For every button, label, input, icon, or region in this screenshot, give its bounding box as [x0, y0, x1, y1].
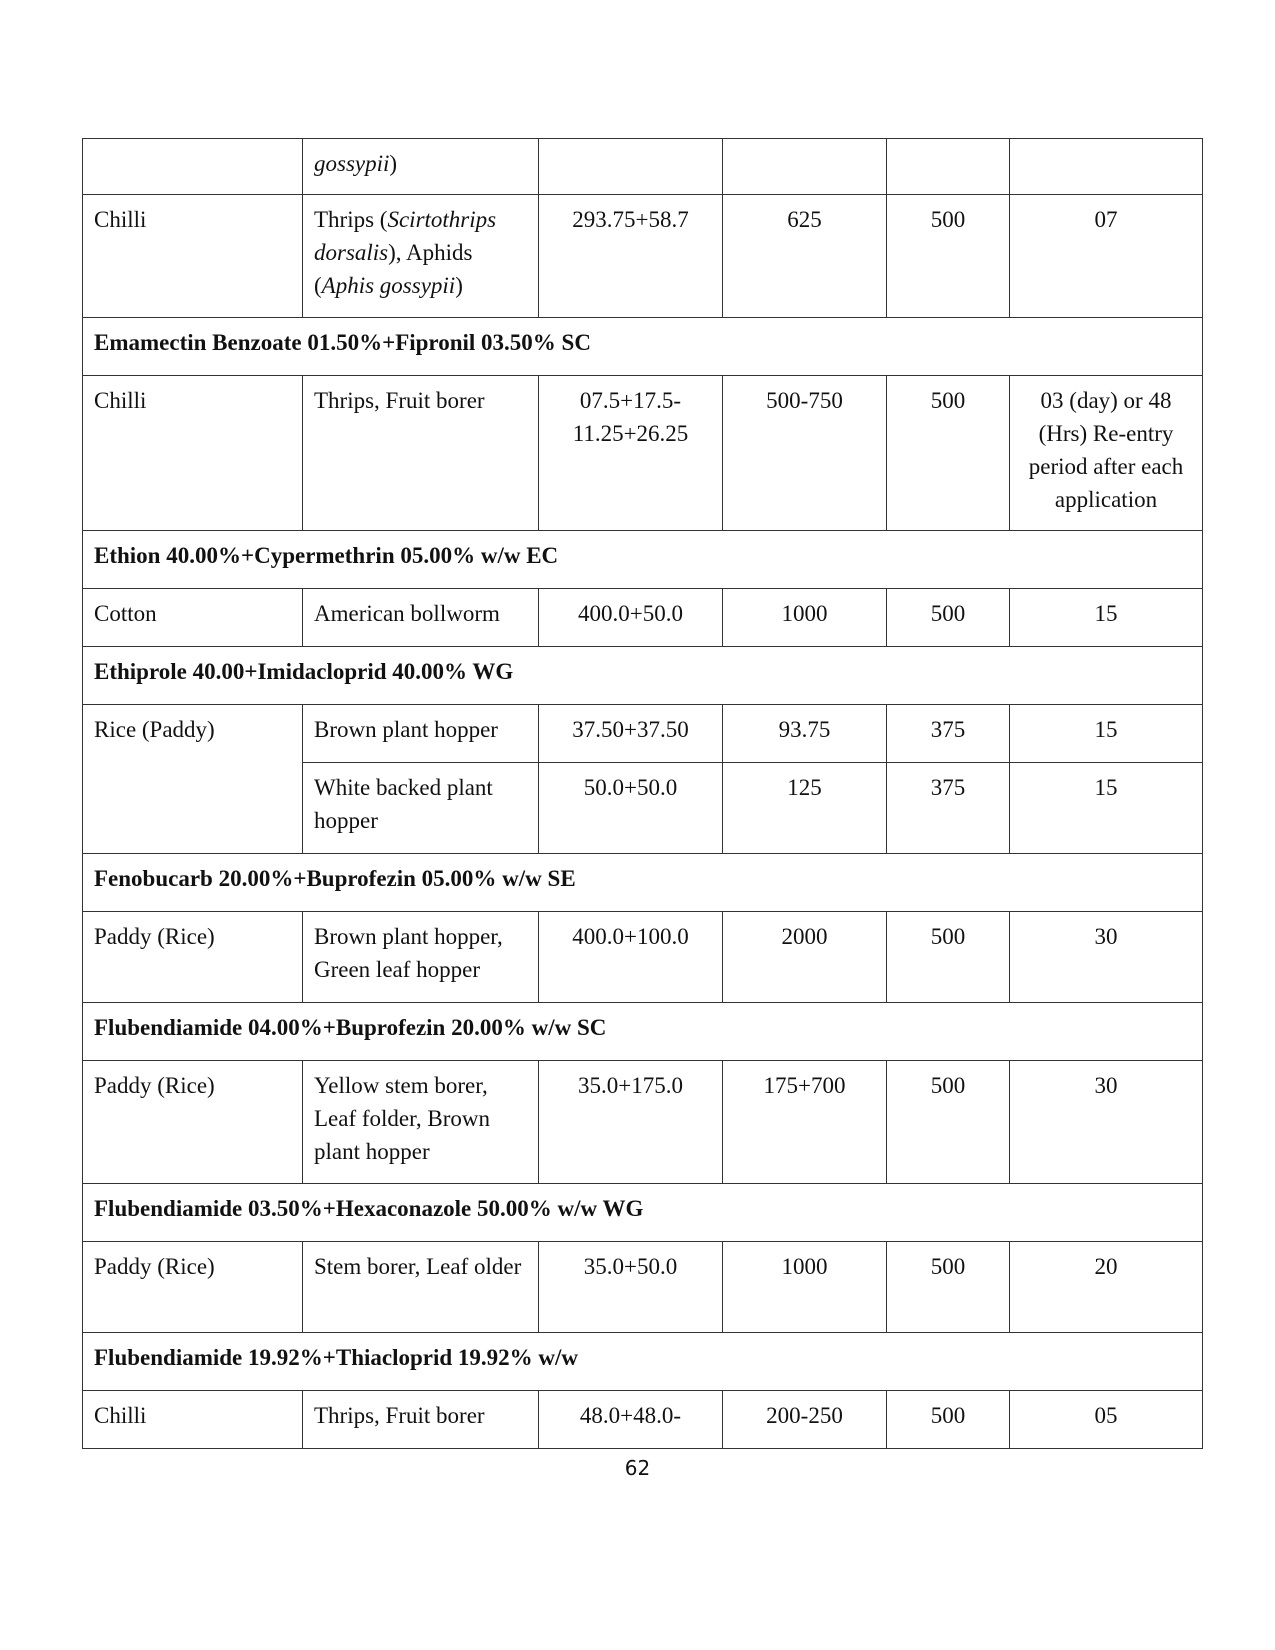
page-number: 62 — [624, 1456, 651, 1480]
pest-text: ) — [389, 151, 398, 176]
water-cell: 500 — [887, 376, 1010, 531]
table-row — [83, 912, 1203, 1003]
formulation-cell: 500-750 — [723, 376, 887, 531]
crop-cell: Cotton — [83, 589, 303, 647]
dose-ai-cell: 50.0+50.0 — [539, 763, 723, 854]
water-cell: 500 — [887, 1391, 1010, 1449]
table-row — [83, 1391, 1203, 1449]
water-cell: 500 — [887, 1242, 1010, 1333]
dose-ai-cell: 48.0+48.0- — [539, 1391, 723, 1449]
section-header-row — [83, 1184, 1203, 1242]
pesticide-table — [82, 138, 1203, 1449]
pest-cell — [303, 139, 539, 195]
waiting-period-cell: 30 — [1010, 1061, 1203, 1184]
pest-cell: Stem borer, Leaf older — [303, 1242, 539, 1333]
section-title: Ethiprole 40.00+Imidacloprid 40.00% WG — [83, 647, 1203, 705]
table-row — [83, 705, 1203, 763]
formulation-cell: 625 — [723, 195, 887, 318]
formulation-cell — [723, 139, 887, 195]
formulation-cell: 125 — [723, 763, 887, 854]
section-title: Ethion 40.00%+Cypermethrin 05.00% w/w EC — [83, 531, 1203, 589]
waiting-period-cell: 03 (day) or 48 (Hrs) Re-entry period after each application — [1010, 376, 1203, 531]
section-header-row — [83, 1003, 1203, 1061]
pest-cell: Thrips, Fruit borer — [303, 1391, 539, 1449]
pest-scientific-name: gossypii — [314, 151, 390, 176]
crop-cell: Paddy (Rice) — [83, 1242, 303, 1333]
pest-cell: White backed plant hopper — [303, 763, 539, 854]
pest-scientific-name: Scirtothrips dorsalis — [314, 207, 497, 265]
waiting-period-cell: 20 — [1010, 1242, 1203, 1333]
dose-ai-cell: 400.0+100.0 — [539, 912, 723, 1003]
formulation-cell: 1000 — [723, 1242, 887, 1333]
pest-cell: American bollworm — [303, 589, 539, 647]
pest-cell: Thrips, Fruit borer — [303, 376, 539, 531]
waiting-period-cell: 05 — [1010, 1391, 1203, 1449]
section-title: Flubendiamide 03.50%+Hexaconazole 50.00% w/w WG — [83, 1184, 1203, 1242]
water-cell: 500 — [887, 195, 1010, 318]
waiting-period-cell: 07 — [1010, 195, 1203, 318]
waiting-period-cell: 15 — [1010, 763, 1203, 854]
waiting-period-cell: 15 — [1010, 589, 1203, 647]
water-cell: 375 — [887, 763, 1010, 854]
table-row — [83, 1061, 1203, 1184]
waiting-period-cell: 30 — [1010, 912, 1203, 1003]
pest-cell: Yellow stem borer, Leaf folder, Brown plant hopper — [303, 1061, 539, 1184]
crop-cell: Rice (Paddy) — [83, 705, 303, 854]
dose-ai-cell: 07.5+17.5- 11.25+26.25 — [539, 376, 723, 531]
section-header-row — [83, 647, 1203, 705]
table-row — [83, 1242, 1203, 1333]
crop-cell: Paddy (Rice) — [83, 912, 303, 1003]
formulation-cell: 93.75 — [723, 705, 887, 763]
section-header-row — [83, 854, 1203, 912]
section-header-row — [83, 531, 1203, 589]
dose-ai-cell: 293.75+58.7 — [539, 195, 723, 318]
pest-text: ) — [455, 273, 463, 298]
pest-text: Thrips ( — [314, 207, 388, 232]
section-title: Fenobucarb 20.00%+Buprofezin 05.00% w/w SE — [83, 854, 1203, 912]
dose-ai-cell: 35.0+175.0 — [539, 1061, 723, 1184]
water-cell: 500 — [887, 589, 1010, 647]
crop-cell — [83, 139, 303, 195]
crop-cell: Chilli — [83, 376, 303, 531]
dose-ai-cell — [539, 139, 723, 195]
section-title: Flubendiamide 19.92%+Thiacloprid 19.92% w/w — [83, 1333, 1203, 1391]
dose-ai-cell: 37.50+37.50 — [539, 705, 723, 763]
dose-ai-cell: 35.0+50.0 — [539, 1242, 723, 1333]
table-row — [83, 376, 1203, 531]
crop-cell: Chilli — [83, 195, 303, 318]
table-row — [83, 589, 1203, 647]
formulation-cell: 2000 — [723, 912, 887, 1003]
waiting-period-cell: 15 — [1010, 705, 1203, 763]
formulation-cell: 200-250 — [723, 1391, 887, 1449]
table-row — [83, 195, 1203, 318]
pest-cell — [303, 195, 539, 318]
section-header-row — [83, 1333, 1203, 1391]
section-title: Flubendiamide 04.00%+Buprofezin 20.00% w/w SC — [83, 1003, 1203, 1061]
formulation-cell: 1000 — [723, 589, 887, 647]
table-row — [83, 139, 1203, 195]
pest-text: ), Aphids ( — [314, 240, 473, 298]
pest-cell: Brown plant hopper — [303, 705, 539, 763]
crop-cell: Paddy (Rice) — [83, 1061, 303, 1184]
dose-ai-cell: 400.0+50.0 — [539, 589, 723, 647]
waiting-period-cell — [1010, 139, 1203, 195]
pest-scientific-name: Aphis gossypii — [321, 273, 456, 298]
pest-cell: Brown plant hopper, Green leaf hopper — [303, 912, 539, 1003]
section-title: Emamectin Benzoate 01.50%+Fipronil 03.50% SC — [83, 318, 1203, 376]
water-cell — [887, 139, 1010, 195]
section-header-row — [83, 318, 1203, 376]
crop-cell: Chilli — [83, 1391, 303, 1449]
formulation-cell: 175+700 — [723, 1061, 887, 1184]
water-cell: 375 — [887, 705, 1010, 763]
water-cell: 500 — [887, 1061, 1010, 1184]
water-cell: 500 — [887, 912, 1010, 1003]
